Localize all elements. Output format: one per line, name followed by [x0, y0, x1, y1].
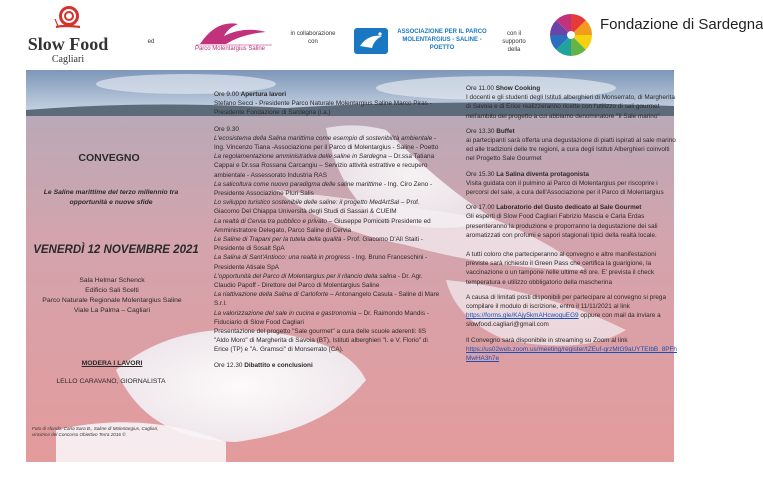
opening-heading: [214, 90, 442, 99]
cooking-time: Ore 11.00: [466, 85, 494, 92]
talk-item: [214, 217, 442, 235]
registration-notice: [466, 293, 678, 330]
slow-food-name: Slow Food: [27, 34, 109, 54]
session-time: Ore 9.30: [214, 125, 239, 133]
talk-title: La Salina di Sant'Antioco: una realtà in progress: [214, 254, 351, 262]
slow-food-logo: [18, 6, 118, 64]
talk-speaker: Presentazione del progetto "Sale gourmet" a cura delle scuole aderenti: IIS "Aldo Moro" di Margherita di Savoia (BT), Istituti alberghieri "I. e V. Florio" di Erice (TP) e "A. Gramsci" di Monserrato (CA).: [214, 328, 428, 354]
talk-speaker: – Prof. Giacomo Del Chiappa Università degli Studi di Sassari & CUEIM: [214, 199, 420, 216]
talk-speaker: - Ing. Ciro Zeno - Presidente Associazione Pluri Salis: [214, 180, 433, 198]
event-subtitle: Le Saline marittime del terzo millennio tra opportunità e nuove sfide: [43, 189, 179, 206]
closing-heading: [214, 361, 442, 370]
streaming-link[interactable]: https://us02web.zoom.us/meeting/register/tZEuf-qrzMtG9aUYTEIbB_8PFhMwHA3h7e: [466, 345, 677, 363]
talk-title: La valorizzazione del sale in cucina e gastronomia: [214, 309, 357, 317]
registration-email-text: oppure con mail da inviare a slowfood.cagliari@gmail.com: [466, 312, 661, 329]
talk-title: L'ecosistema della Salina marittima come esempio di sostenibilità ambientale: [214, 134, 433, 142]
opening-text: Stefano Secci - Presidente Parco Naturale Molentargius Saline Marco Piras - Presidente Fondazione di Sardegna (i.a.): [214, 100, 432, 117]
talk-title: Le Saline di Trapani per la tutela della qualità: [214, 236, 342, 244]
event-title: CONVEGNO: [78, 152, 140, 164]
fondazione-pinwheel-icon: [548, 12, 594, 58]
talk-item: [214, 272, 442, 290]
bird-icon: [354, 26, 388, 56]
photo-credit: Foto di sfondo: Carla Sara B., Saline di Molentargius, Cagliari, vincitrice del Concorso Obiettivo Terra 2016 ©: [32, 426, 159, 437]
registration-text: A causa di limitati posti disponibili per partecipare al convegno si prega compilare il modulo di iscrizione, entro il 11/11/2021 al link: [466, 293, 666, 311]
talk-item: [214, 134, 442, 152]
talk-title: La riattivazione della Salina di Carloforte: [214, 291, 329, 299]
cooking-title: Show Cooking: [495, 85, 541, 92]
lab-title: Laboratorio del Gusto dedicato al Sale Gourmet: [496, 204, 642, 212]
slow-food-city: Cagliari: [51, 54, 85, 65]
talk-item: [214, 309, 442, 327]
talk-title: La salicoltura come nuovo paradigma delle saline marittime: [214, 180, 383, 188]
moderator-label: MODERA I LAVORI: [81, 360, 143, 367]
associazione-name: ASSOCIAZIONE PER IL PARCO MOLENTARGIUS - SALINE - POETTO: [397, 29, 487, 51]
talk-item: [214, 180, 442, 198]
lab-time: Ore 17.00: [466, 204, 495, 212]
venue-line: Viale La Palma – Cagliari: [73, 307, 151, 314]
opening-title: Apertura lavori: [240, 91, 287, 98]
talk-speaker: - Dr. Agr. Claudio Papoff - Direttore del Parco di Molentargius Saline: [214, 272, 423, 290]
visit-title: La Salina diventa protagonista: [496, 170, 589, 178]
talk-title: L'opportunità del Parco di Molentargius per il rilancio della salina: [214, 272, 397, 280]
visit-text: Visita guidata con il pulmino al Parco di Molentargius per riscoprire i percorsi del sale, a cura dell'Associazione per il Parco di Molentargius: [466, 179, 664, 197]
opening-time: Ore 9.00: [214, 91, 239, 98]
snail-icon: [54, 6, 82, 30]
buffet-text: ai partecipanti sarà offerta una degustazione di piatti ispirati al sale marino ed alle tradizioni delle tre regioni, a cura degli Istituti Alberghieri coinvolti nel Progetto Sale Gourmet: [466, 137, 676, 163]
venue-line: Parco Naturale Regionale Molentargius Saline: [42, 297, 182, 304]
moderator-name: LELLO CARAVANO, GIORNALISTA: [56, 378, 166, 385]
green-pass-notice: A tutti coloro che parteciperanno al convegno e altre manifestazioni previste sarà richiesto il Green Pass che certifica la guarigione, la vaccinazione o un tampone nelle ultime 48 ore. E' prevista il check temperatura e utilizzo obbligatorio della mascherina: [466, 251, 657, 286]
talk-speaker: – Giuseppe Pomicetti Presidente ed Amministratore Delegato, Parco Saline di Cervia: [214, 217, 431, 234]
talk-item: [214, 290, 442, 308]
visit-heading: [466, 170, 678, 179]
talk-item: [214, 327, 442, 355]
talk-item: [214, 198, 442, 216]
talk-title: Lo sviluppo turistico sostenibile delle saline: il progetto MedArtSal: [214, 199, 400, 207]
cooking-heading: [466, 84, 678, 93]
visit-time: Ore 15.30: [466, 170, 495, 178]
streaming-notice: Il Convegno sarà disponibile in streaming su Zoom al link: [466, 336, 628, 344]
associazione-logo: [354, 26, 494, 56]
program-morning: [214, 90, 442, 370]
buffet-title: Buffet: [496, 127, 515, 135]
closing-title: Dibattito e conclusioni: [244, 361, 313, 369]
talk-speaker: - Ing. Vincenzo Tiana -Associazione per il Parco di Molentargius - Saline - Poetto: [214, 134, 439, 152]
flamingo-icon: [186, 18, 274, 48]
connector-ed: ed: [147, 39, 155, 45]
lab-heading: [466, 203, 678, 212]
closing-time: Ore 12.30: [214, 361, 243, 369]
registration-link[interactable]: https://forms.gle/KAjy5kmAHcwoquEG9: [466, 312, 579, 320]
talk-speaker: – Antonangelo Casula - Saline di Mare S.r.l.: [214, 291, 440, 308]
talk-item: [214, 235, 442, 253]
talk-item: [214, 152, 442, 180]
talk-title: La realtà di Cervia tra pubblico e privato: [214, 217, 327, 225]
talk-speaker: – Dr.ssa Tatiana Cappai e Dr.ssa Rossana Carcangiu – Servizio attività estrattive e recupero ambientale - Assessorato Industria RAS: [214, 153, 435, 179]
parco-molentargius-name: Parco Molentargius Saline: [194, 46, 266, 52]
talk-speaker: - Ing. Bruno Franceschini - Presidente Atisale SpA: [214, 254, 428, 271]
parco-molentargius-logo: [186, 18, 274, 56]
fondazione-name: Fondazione di Sardegna: [600, 16, 763, 33]
program-afternoon: [466, 84, 678, 363]
talk-title: La regolamentazione amministrativa delle saline in Sardegna: [214, 153, 387, 161]
talk-speaker: – Dr. Raimondo Mandis - Fiduciario di Slow Food Cagliari: [214, 309, 429, 326]
fondazione-logo: [548, 12, 763, 58]
event-venue: [22, 276, 202, 316]
cooking-text: I docenti e gli studenti degli Istituti alberghieri di Monserrato, di Margherita di Savoia e di Erice realizzeranno ricette con l'utilizzo di sali gourmet nell'ambito del progetto a cui abbiamo denominatore "Il Sale marino": [466, 94, 675, 120]
talk-item: [214, 253, 442, 271]
event-date: VENERDÌ 12 NOVEMBRE 2021: [33, 244, 199, 256]
connector-support: con il supporto della: [502, 31, 526, 53]
venue-line: Sala Helmar Schenck: [79, 277, 145, 284]
buffet-time: Ore 13.30: [466, 127, 495, 135]
venue-line: Edificio Sali Scelti: [85, 287, 139, 294]
lab-text: Gli esperti di Slow Food Cagliari Fabrizio Mascia e Carla Erdas presenteranno la produzione e proporranno la degustazione dei sali aromatizzati con profumi e sapori stagionali tipici della realtà locale.: [466, 213, 658, 239]
talk-speaker: - Prof. Giacomo D'Alì Staiti - Presidente di Sosalt SpA: [214, 236, 423, 253]
buffet-heading: [466, 127, 678, 136]
connector-collab: in collaborazione con: [290, 31, 336, 45]
logo-header: [0, 0, 763, 68]
